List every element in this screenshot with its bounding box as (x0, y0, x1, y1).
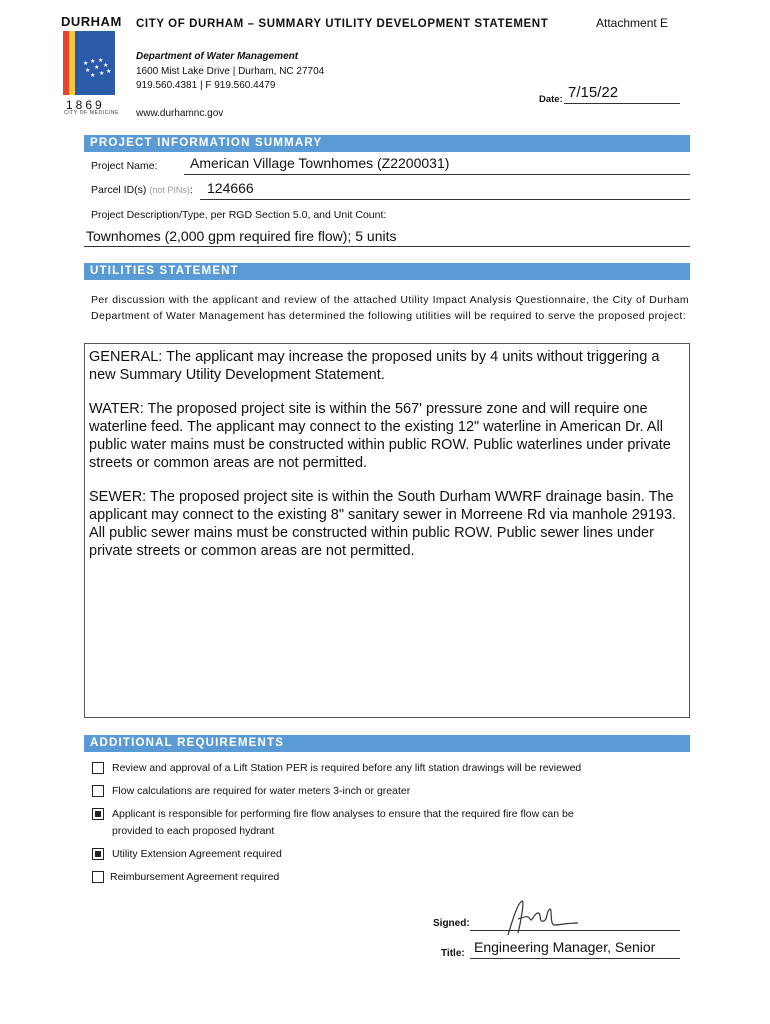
signature-scribble-icon[interactable] (500, 895, 580, 940)
general-statement: GENERAL: The applicant may increase the proposed units by 4 units without triggering a new Summary Utility Development Statement. (89, 349, 660, 383)
fire-flow-checkbox[interactable] (92, 808, 104, 820)
utilities-heading: UTILITIES STATEMENT (84, 263, 690, 280)
svg-text:★: ★ (98, 57, 104, 64)
title-field[interactable]: Engineering Manager, Senior (474, 939, 656, 955)
parcel-id-label-text: Parcel ID(s) (91, 184, 147, 196)
flow-calculations-label: Flow calculations are required for water meters 3-inch or greater (112, 785, 411, 797)
parcel-id-label (91, 184, 193, 196)
lift-station-label: Review and approval of a Lift Station PER is required before any lift station drawings will be reviewed (112, 762, 582, 774)
svg-text:★: ★ (99, 70, 105, 77)
svg-text:★: ★ (83, 60, 89, 67)
svg-text:★: ★ (90, 58, 96, 65)
project-description-label: Project Description/Type, per RGD Section 5.0, and Unit Count: (91, 209, 387, 221)
project-name-label: Project Name: (91, 160, 158, 172)
date-field[interactable]: 7/15/22 (568, 84, 619, 101)
utility-extension-label: Utility Extension Agreement required (112, 848, 282, 860)
reimbursement-checkbox[interactable] (92, 871, 104, 883)
parcel-id-note: (not PINs) (149, 185, 190, 195)
flow-calculations-checkbox[interactable] (92, 785, 104, 797)
durham-flag-logo-icon (63, 31, 115, 95)
parcel-id-field[interactable]: 124666 (207, 180, 254, 196)
project-name-field[interactable]: American Village Townhomes (Z2200031) (190, 155, 450, 171)
signed-label: Signed: (433, 918, 470, 929)
water-statement: WATER: The proposed project site is within the 567' pressure zone and will require one waterline feed. The applicant may connect to the existing 12" waterline in American Dr. All public water mains must be constructed within public ROW. Public waterlines under private streets or common areas are not permitted. (89, 401, 671, 471)
svg-text:★: ★ (94, 64, 100, 71)
svg-text:★: ★ (106, 68, 112, 75)
project-info-heading: PROJECT INFORMATION SUMMARY (84, 135, 690, 152)
project-description-field[interactable]: Townhomes (2,000 gpm required fire flow); 5 units (86, 228, 397, 244)
date-underline (564, 103, 680, 104)
department-address: 1600 Mist Lake Drive | Durham, NC 27704 (136, 66, 325, 77)
utilities-intro: Per discussion with the applicant and review of the attached Utility Impact Analysis Questionnaire, the City of Durham Department of Water Management has determined the following utilities will be required to serve the proposed project: (91, 294, 689, 322)
project-description-underline (84, 246, 690, 247)
utility-extension-checkbox[interactable] (92, 848, 104, 860)
fire-flow-label: Applicant is responsible for performing fire flow analyses to ensure that the required fire flow can be (112, 808, 574, 820)
signature-line (470, 930, 680, 931)
svg-text:★: ★ (85, 67, 91, 74)
logo-year: 1869 (66, 98, 105, 112)
utilities-statement-box[interactable] (84, 343, 690, 718)
parcel-id-underline (200, 199, 690, 200)
project-name-underline (184, 174, 690, 175)
department-name: Department of Water Management (136, 51, 299, 62)
department-phone: 919.560.4381 | F 919.560.4479 (136, 80, 276, 91)
parcel-id-colon: : (189, 184, 193, 196)
sewer-statement: SEWER: The proposed project site is within the South Durham WWRF drainage basin. The applicant may connect to the existing 8" sanitary sewer in Morreene Rd via manhole 29193. All public sewer mains must be constructed within public ROW. Public sewer lines under private streets or common areas are not permitted. (89, 489, 677, 559)
attachment-label: Attachment E (596, 16, 669, 30)
svg-text:★: ★ (90, 72, 96, 79)
logo-wordmark: DURHAM (61, 14, 122, 29)
lift-station-checkbox[interactable] (92, 762, 104, 774)
reimbursement-label: Reimbursement Agreement required (110, 871, 280, 883)
document-title: CITY OF DURHAM – SUMMARY UTILITY DEVELOPMENT STATEMENT (136, 18, 549, 30)
title-underline (470, 958, 680, 959)
logo-motto: CITY OF MEDICINE (64, 110, 120, 116)
department-website: www.durhamnc.gov (136, 108, 224, 119)
fire-flow-label-continued: provided to each proposed hydrant (112, 825, 275, 837)
svg-text:★: ★ (103, 62, 109, 69)
title-label: Title: (441, 948, 465, 959)
date-label: Date: (539, 94, 563, 105)
additional-requirements-heading: ADDITIONAL REQUIREMENTS (84, 735, 690, 752)
